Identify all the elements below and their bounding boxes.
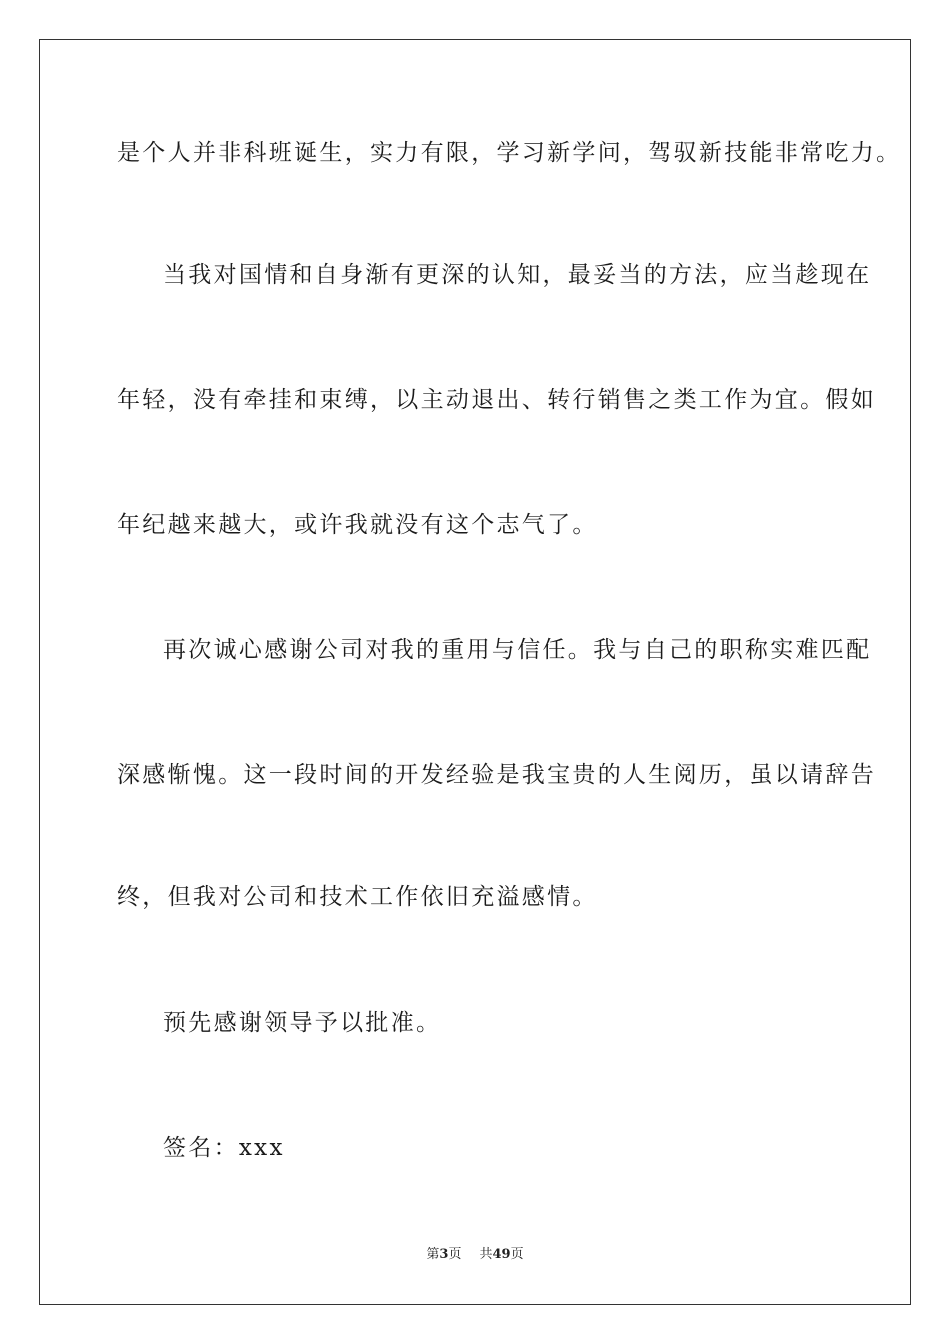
page-border <box>39 39 911 1305</box>
signature-line: 签名：xxx <box>163 1135 285 1161</box>
text-line-7: 终，但我对公司和技术工作依旧充溢感情。 <box>117 884 598 910</box>
footer-total-prefix: 共 <box>479 1247 493 1262</box>
page-footer <box>0 1246 950 1264</box>
footer-total-suffix: 页 <box>510 1247 524 1262</box>
text-line-6: 深感惭愧。这一段时间的开发经验是我宝贵的人生阅历，虽以请辞告 <box>117 762 876 788</box>
footer-page-suffix: 页 <box>448 1247 462 1262</box>
text-line-2: 当我对国情和自身渐有更深的认知，最妥当的方法，应当趁现在 <box>163 262 872 288</box>
text-line-3: 年轻，没有牵挂和束缚，以主动退出、转行销售之类工作为宜。假如 <box>117 387 876 413</box>
footer-total-pages: 49 <box>492 1247 511 1262</box>
text-line-5: 再次诚心感谢公司对我的重用与信任。我与自己的职称实难匹配 <box>163 637 872 663</box>
text-line-8: 预先感谢领导予以批准。 <box>163 1010 442 1036</box>
footer-page-number: 3 <box>439 1247 449 1262</box>
text-line-4: 年纪越来越大，或许我就没有这个志气了。 <box>117 512 598 538</box>
text-line-1: 是个人并非科班诞生，实力有限，学习新学问，驾驭新技能非常吃力。 <box>117 140 902 166</box>
footer-page-prefix: 第 <box>426 1247 440 1262</box>
